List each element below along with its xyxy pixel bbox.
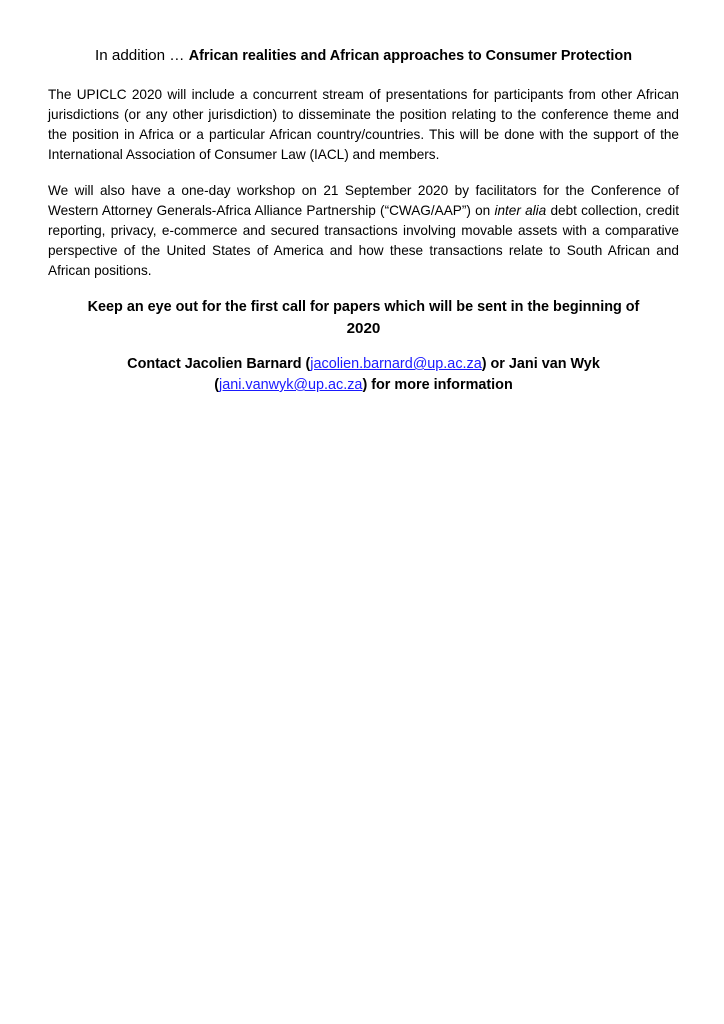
call-for-papers-text: Keep an eye out for the first call for papers which will be sent in the beginning of <box>87 299 640 315</box>
call-for-papers-year: 2020 <box>346 320 381 337</box>
contact-info <box>48 354 679 396</box>
contact-middle: ) or Jani van Wyk <box>481 356 600 372</box>
contact-open-paren: ( <box>214 377 220 393</box>
contact-suffix: ) for more information <box>362 377 513 393</box>
workshop-text-after: debt collection, credit reporting, privacy, e-commerce and secured transactions involving movable assets with a comparative perspective of the United States of America and how these transactions relate to South African and African positions. <box>48 203 679 278</box>
page-content <box>48 46 679 396</box>
call-for-papers-notice <box>48 297 679 340</box>
workshop-text-before: We will also have a one-day workshop on 21 September 2020 by facilitators for the Conference of Western Attorney Generals-Africa Alliance Partnership (“CWAG/AAP”) on <box>48 183 679 218</box>
email-link-jani[interactable]: jani.vanwyk@up.ac.za <box>219 377 363 393</box>
paragraph-workshop <box>48 181 679 281</box>
page-heading <box>48 46 679 66</box>
email-link-jacolien[interactable]: jacolien.barnard@up.ac.za <box>310 356 482 372</box>
paragraph-concurrent-stream: The UPICLC 2020 will include a concurrent stream of presentations for participants from other African jurisdictions (or any other jurisdiction) to disseminate the position relating to the conference theme and the position in Africa or a particular African country/countries. This will be done with the support of the International Association of Consumer Law (IACL) and members. <box>48 87 679 162</box>
heading-title: African realities and African approaches to Consumer Protection <box>188 48 632 64</box>
workshop-italic-term: inter alia <box>494 203 547 218</box>
contact-prefix: Contact Jacolien Barnard ( <box>127 356 311 372</box>
heading-lead: In addition … <box>94 47 189 64</box>
